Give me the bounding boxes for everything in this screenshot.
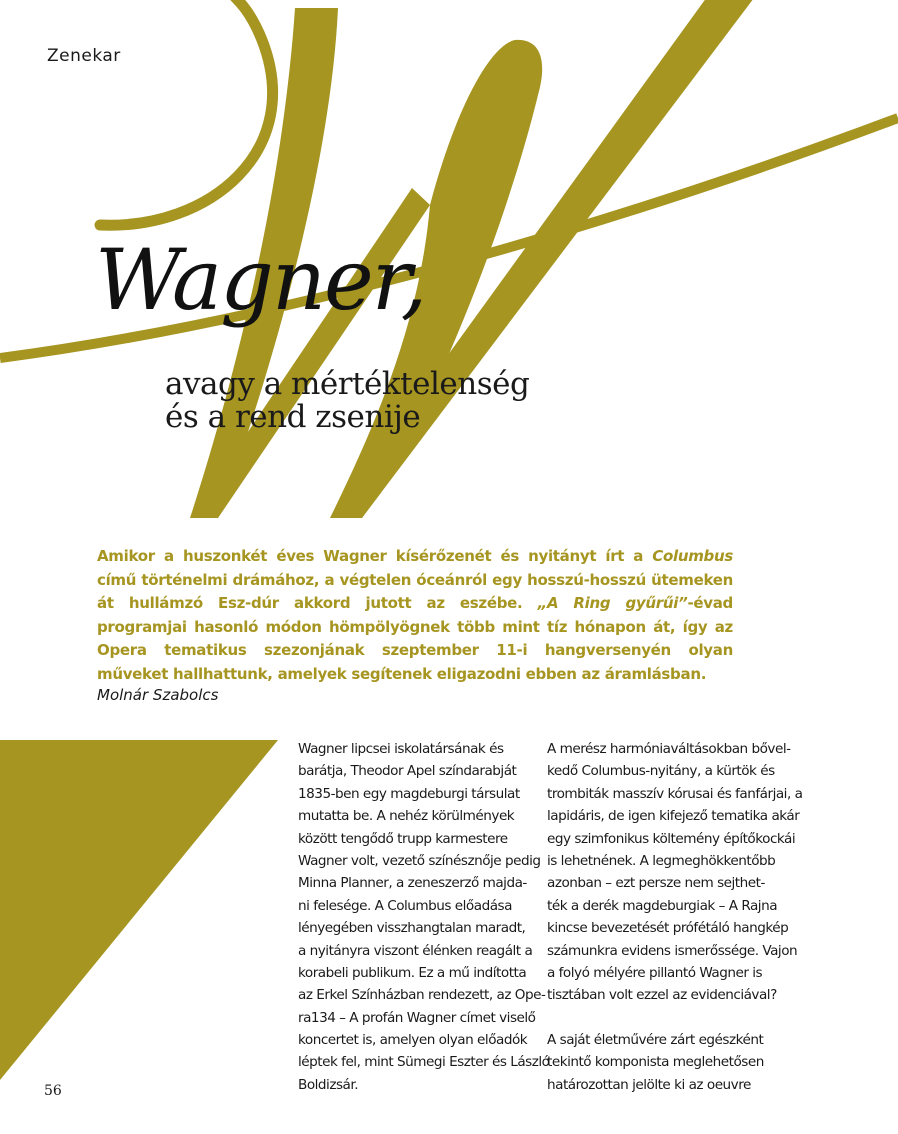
- subtitle-line: avagy a mértéktelenség: [165, 366, 530, 402]
- body-line: között tengődő trupp karmestere: [298, 830, 508, 847]
- subtitle-line: és a rend zsenije: [165, 399, 421, 435]
- body-line: A saját életművére zárt egészként: [547, 1032, 764, 1049]
- body-line: 1835-ben egy magdeburgi társulat: [298, 785, 520, 802]
- body-line: léptek fel, mint Sümegi Eszter és László: [298, 1054, 550, 1071]
- body-line: tekintő komponista meglehetősen: [547, 1054, 764, 1071]
- corner-triangle: [0, 740, 278, 1080]
- body-line: Minna Planner, a zeneszerző majda-: [298, 875, 527, 892]
- lead-italic: „A Ring gyűrűi”: [537, 594, 688, 612]
- lead-italic: Columbus: [652, 547, 733, 565]
- body-line: Wagner volt, vezető színésznője pedig: [298, 852, 541, 869]
- article-title: Wagner,: [95, 231, 426, 329]
- body-line: Boldizsár.: [298, 1076, 359, 1093]
- body-line: a nyitányra viszont élénken reagált a: [298, 942, 533, 959]
- author-byline: Molnár Szabolcs: [97, 686, 219, 704]
- body-line: trombiták masszív kórusai és fanfárjai, a: [547, 785, 803, 802]
- lead-text: Amikor a huszonkét éves Wagner kísérőzenét és nyitányt írt a: [97, 547, 653, 565]
- body-line: határozottan jelölte ki az oeuvre: [547, 1076, 751, 1093]
- body-line: azonban – ezt persze nem sejthet-: [547, 875, 765, 892]
- body-line: lapidáris, de igen kifejező tematika akár: [547, 808, 800, 825]
- body-line: tisztában volt ezzel az evidenciával?: [547, 987, 777, 1004]
- body-line: is lehetnének. A legmeghökkentőbb: [547, 852, 776, 869]
- lead-text: -évad programjai hasonló módon hömpölyögnek több mint tíz hónapon át, így az Opera tematikus szezonjának szeptember 11-i hangversenyén olyan műveket hallhattunk, amelyek segítenek eligazodni ebben az áramlásban.: [97, 594, 733, 683]
- body-line: egy szimfonikus költemény építőkockái: [547, 830, 796, 847]
- body-line: barátja, Theodor Apel színdarabját: [298, 763, 517, 780]
- body-line-blank: [547, 1007, 772, 1029]
- body-column-1: [298, 738, 550, 1096]
- body-line: lényegében visszhangtalan maradt,: [298, 920, 526, 937]
- body-line: ték a derék magdeburgiak – A Rajna: [547, 897, 778, 914]
- body-line: ra134 – A profán Wagner címet viselő: [298, 1009, 536, 1026]
- top-swash: [100, 0, 273, 225]
- page-number: 56: [44, 1083, 62, 1099]
- article-subtitle: [165, 368, 529, 434]
- body-line: A merész harmóniaváltásokban bővel-: [547, 741, 791, 757]
- body-line: korabeli publikum. Ez a mű indította: [298, 964, 527, 981]
- lead-text: című történelmi drámához, a végtelen óceánról egy hosszú-hosszú ütemeken át hullámzó Esz-dúr akkord jutott az eszébe.: [97, 570, 733, 612]
- section-label: Zenekar: [47, 46, 121, 66]
- body-line: számunkra evidens ismerőssége. Vajon: [547, 942, 798, 959]
- body-line: kedő Columbus-nyitány, a kürtök és: [547, 763, 775, 780]
- body-line: ni felesége. A Columbus előadása: [298, 897, 512, 914]
- body-line: kincse bevezetését prófétáló hangkép: [547, 920, 789, 937]
- body-line: az Erkel Színházban rendezett, az Ope-: [298, 987, 546, 1004]
- body-line: Wagner lipcsei iskolatársának és: [298, 741, 504, 757]
- body-line: mutatta be. A nehéz körülmények: [298, 808, 515, 825]
- body-line: a folyó mélyére pillantó Wagner is: [547, 964, 763, 981]
- body-line: koncertet is, amelyen olyan előadók: [298, 1032, 528, 1049]
- lead-paragraph: [97, 545, 733, 686]
- body-column-2: [547, 738, 803, 1096]
